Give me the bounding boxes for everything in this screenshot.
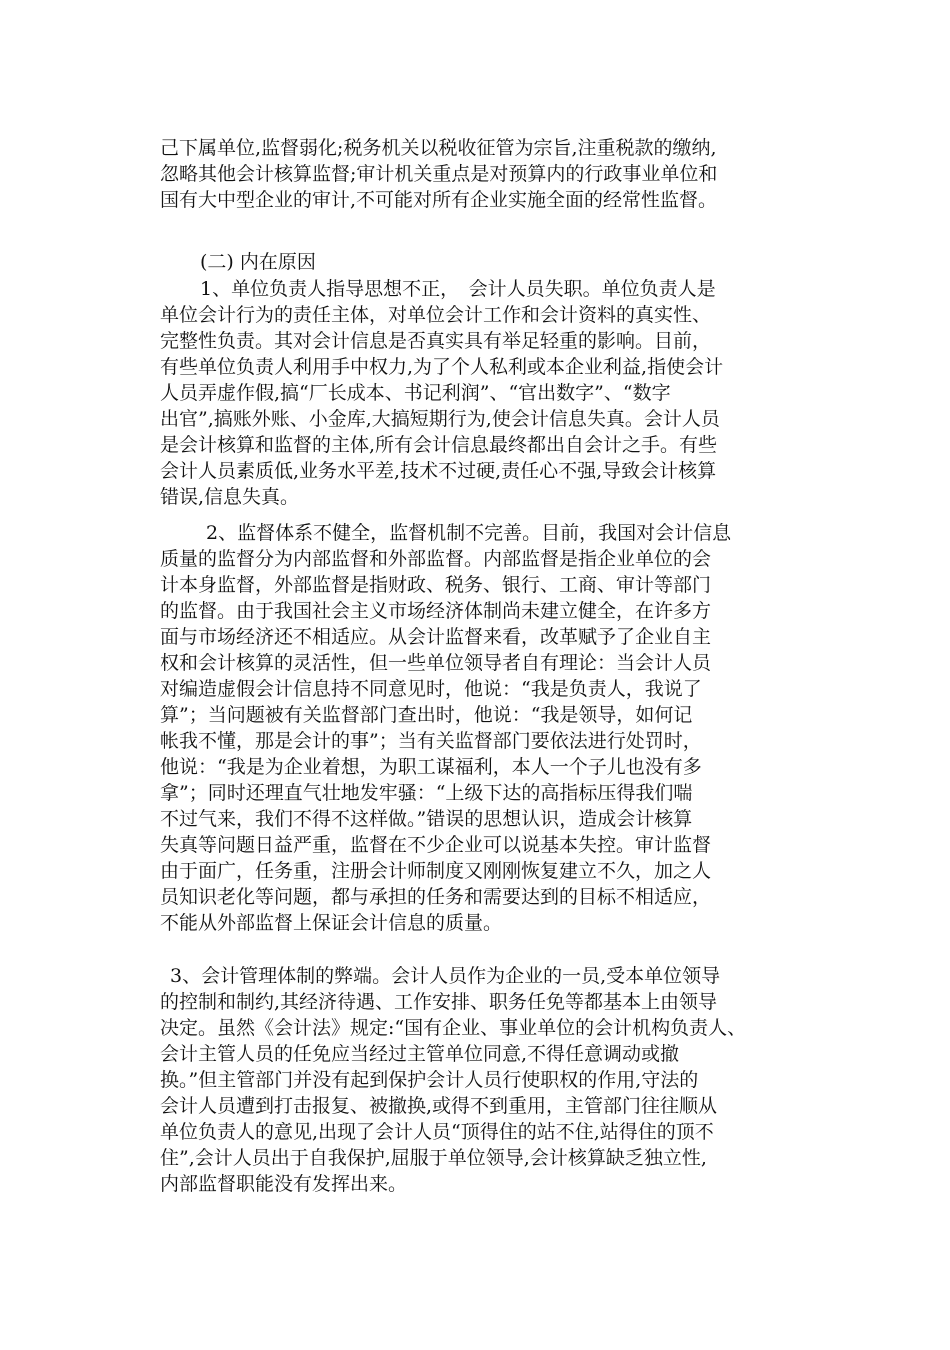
section3-line-5: 换。”但主管部门并没有起到保护会计人员行使职权的作用,守法的	[160, 1069, 699, 1091]
section2-line-4: 的监督。由于我国社会主义市场经济体制尚未建立健全，在许多方	[160, 600, 712, 622]
intro-paragraph	[160, 135, 810, 213]
paragraph-section-1	[160, 276, 810, 510]
paragraph-section-2	[160, 520, 810, 936]
section2-line-14: 由于面广，任务重，注册会计师制度又刚刚恢复建立不久，加之人	[160, 860, 712, 882]
section2-line-2: 质量的监督分为内部监督和外部监督。内部监督是指企业单位的会	[160, 548, 712, 570]
paragraph-section-3	[160, 963, 810, 1197]
section2-line-1: 2、监督体系不健全，监督机制不完善。目前，我国对会计信息	[206, 522, 732, 544]
section2-line-12: 不过气来，我们不得不这样做。”错误的思想认识，造成会计核算	[160, 808, 693, 830]
section1-line-2: 单位会计行为的责任主体，对单位会计工作和会计资料的真实性、	[160, 304, 712, 326]
section2-line-16: 不能从外部监督上保证会计信息的质量。	[160, 912, 503, 934]
section-heading-text: (二) 内在原因	[200, 251, 316, 273]
section2-line-15: 员知识老化等问题，都与承担的任务和需要达到的目标不相适应，	[160, 886, 712, 908]
section1-line-6: 出官”,搞账外账、小金库,大搞短期行为,使会计信息失真。会计人员	[160, 408, 720, 430]
section3-line-4: 会计主管人员的任免应当经过主管单位同意,不得任意调动或撤	[160, 1043, 680, 1065]
section2-line-6: 权和会计核算的灵活性，但一些单位领导者自有理论：当会计人员	[160, 652, 712, 674]
section2-line-9: 帐我不懂，那是会计的事”；当有关监督部门要依法进行处罚时，	[160, 730, 702, 752]
section3-line-7: 单位负责人的意见,出现了会计人员“顶得住的站不住,站得住的顶不	[160, 1121, 714, 1143]
section3-line-1: 3、会计管理体制的弊端。会计人员作为企业的一员,受本单位领导	[170, 965, 721, 987]
section2-line-5: 面与市场经济还不相适应。从会计监督来看，改革赋予了企业自主	[160, 626, 712, 648]
section2-line-10: 他说：“我是为企业着想，为职工谋福利，本人一个子儿也没有多	[160, 756, 702, 778]
section1-line-8: 会计人员素质低,业务水平差,技术不过硬,责任心不强,导致会计核算	[160, 460, 717, 482]
section3-line-3: 决定。虽然《会计法》规定:“国有企业、事业单位的会计机构负责人、	[160, 1017, 747, 1039]
section2-line-8: 算”；当问题被有关监督部门查出时，他说：“我是领导，如何记	[160, 704, 693, 726]
intro-line-2: 忽略其他会计核算监督;审计机关重点是对预算内的行政事业单位和	[160, 163, 718, 185]
section3-line-8: 住”,会计人员出于自我保护,屈服于单位领导,会计核算缺乏独立性,	[160, 1147, 707, 1169]
section1-line-5: 人员弄虚作假,搞“厂长成本、书记利润”、“官出数字”、“数字	[160, 382, 671, 404]
section-heading	[160, 249, 810, 275]
section2-line-7: 对编造虚假会计信息持不同意见时，他说：“我是负责人，我说了	[160, 678, 702, 700]
section1-line-7: 是会计核算和监督的主体,所有会计信息最终都出自会计之手。有些	[160, 434, 718, 456]
section2-line-13: 失真等问题日益严重，监督在不少企业可以说基本失控。审计监督	[160, 834, 712, 856]
section1-line-3: 完整性负责。其对会计信息是否真实具有举足轻重的影响。目前，	[160, 330, 712, 352]
section3-line-6: 会计人员遭到打击报复、被撤换,或得不到重用，主管部门往往顺从	[160, 1095, 718, 1117]
section1-line-4: 有些单位负责人利用手中权力,为了个人私利或本企业利益,指使会计	[160, 356, 724, 378]
section2-line-3: 计本身监督，外部监督是指财政、税务、银行、工商、审计等部门	[160, 574, 712, 596]
section1-line-9: 错误,信息失真。	[160, 486, 300, 508]
section3-line-9: 内部监督职能没有发挥出来。	[160, 1173, 408, 1195]
section2-line-11: 拿”；同时还理直气壮地发牢骚：“上级下达的高指标压得我们喘	[160, 782, 693, 804]
intro-line-3: 国有大中型企业的审计,不可能对所有企业实施全面的经常性监督。	[160, 189, 718, 211]
section1-line-1: 1、单位负责人指导思想不正， 会计人员失职。单位负责人是	[200, 278, 716, 300]
section3-line-2: 的控制和制约,其经济待遇、工作安排、职务任免等都基本上由领导	[160, 991, 718, 1013]
intro-line-1: 己下属单位,监督弱化;税务机关以税收征管为宗旨,注重税款的缴纳,	[160, 137, 717, 159]
